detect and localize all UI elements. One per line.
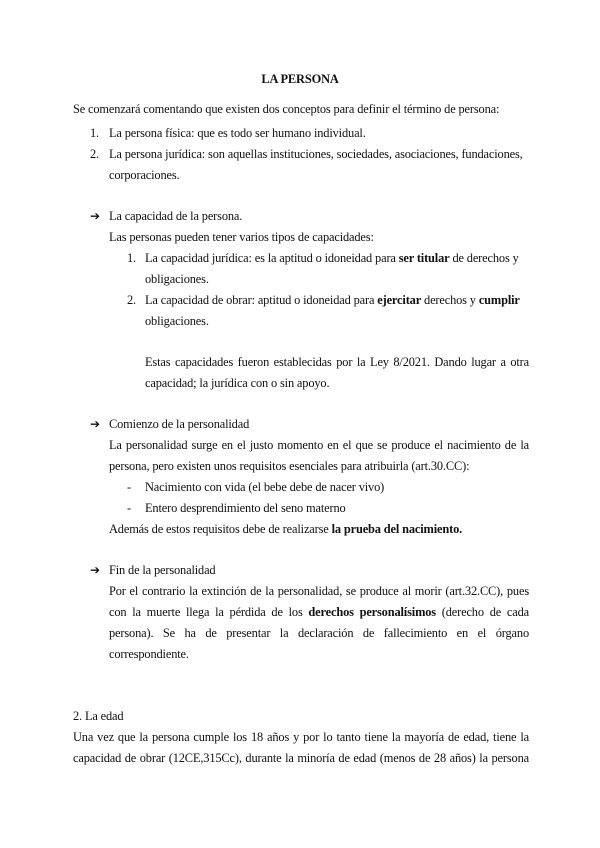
arrow-bullet-icon: ➔ [90,209,100,223]
section-lead: Las personas pueden tener varios tipos de capacidades: [109,230,374,244]
list-number: 1. [90,126,99,140]
paragraph-line: Por el contrario la extinción de la personalidad, se produce al morir (art.32.CC), pues [109,584,529,598]
requirement-item: Entero desprendimiento del seno materno [145,501,346,515]
closing-sentence: Además de estos requisitos debe de realizarse la prueba del nacimiento. [109,522,463,536]
requirement-item: Nacimiento con vida (el bebe debe de nacer vivo) [145,480,385,494]
list-text-continued: corporaciones. [109,168,180,182]
list-text: La persona jurídica: son aquellas instituciones, sociedades, asociaciones, fundaciones, [109,147,523,161]
paragraph-line: persona, pero existen unos requisitos esenciales para atribuirla (art.30.CC): [109,459,470,473]
capacity-item-obrar: La capacidad de obrar: aptitud o idoneidad para ejercitar derechos y cumplir [145,293,520,307]
capacity-item-juridica: La capacidad jurídica: es la aptitud o idoneidad para ser titular de derechos y [145,251,519,265]
capacity-note: Estas capacidades fueron establecidas por la Ley 8/2021. Dando lugar a otra [145,355,529,369]
dash-bullet: - [127,480,131,494]
capacity-note-continued: capacidad; la jurídica con o sin apoyo. [145,376,330,390]
dash-bullet: - [127,501,131,515]
page-title: LA PERSONA [261,72,339,86]
paragraph-line: La personalidad surge en el justo momento en el que se produce el nacimiento de la [109,438,529,452]
intro-paragraph: Se comenzará comentando que existen dos conceptos para definir el término de persona: [73,102,500,116]
section-heading: Fin de la personalidad [109,563,216,577]
section-heading: Comienzo de la personalidad [109,417,250,431]
list-number: 2. [127,293,136,307]
section-heading: 2. La edad [73,709,124,723]
paragraph-line: correspondiente. [109,647,189,661]
arrow-bullet-icon: ➔ [90,417,100,431]
list-text: La persona física: que es todo ser humano individual. [109,126,366,140]
paragraph-line: capacidad de obrar (12CE,315Cc), durante la minoría de edad (menos de 28 años) la persona [73,751,529,765]
list-text-continued: obligaciones. [145,272,209,286]
list-text-continued: obligaciones. [145,314,209,328]
paragraph-line: persona). Se ha de presentar la declaración de fallecimiento en el órgano [109,626,529,640]
paragraph-line: con la muerte llega la pérdida de los derechos personalísimos (derecho de cada [109,605,529,619]
section-heading: La capacidad de la persona. [109,209,243,223]
arrow-bullet-icon: ➔ [90,563,100,577]
list-number: 2. [90,147,99,161]
paragraph-line: Una vez que la persona cumple los 18 años y por lo tanto tiene la mayoría de edad, tiene la [73,730,529,744]
list-number: 1. [127,251,136,265]
